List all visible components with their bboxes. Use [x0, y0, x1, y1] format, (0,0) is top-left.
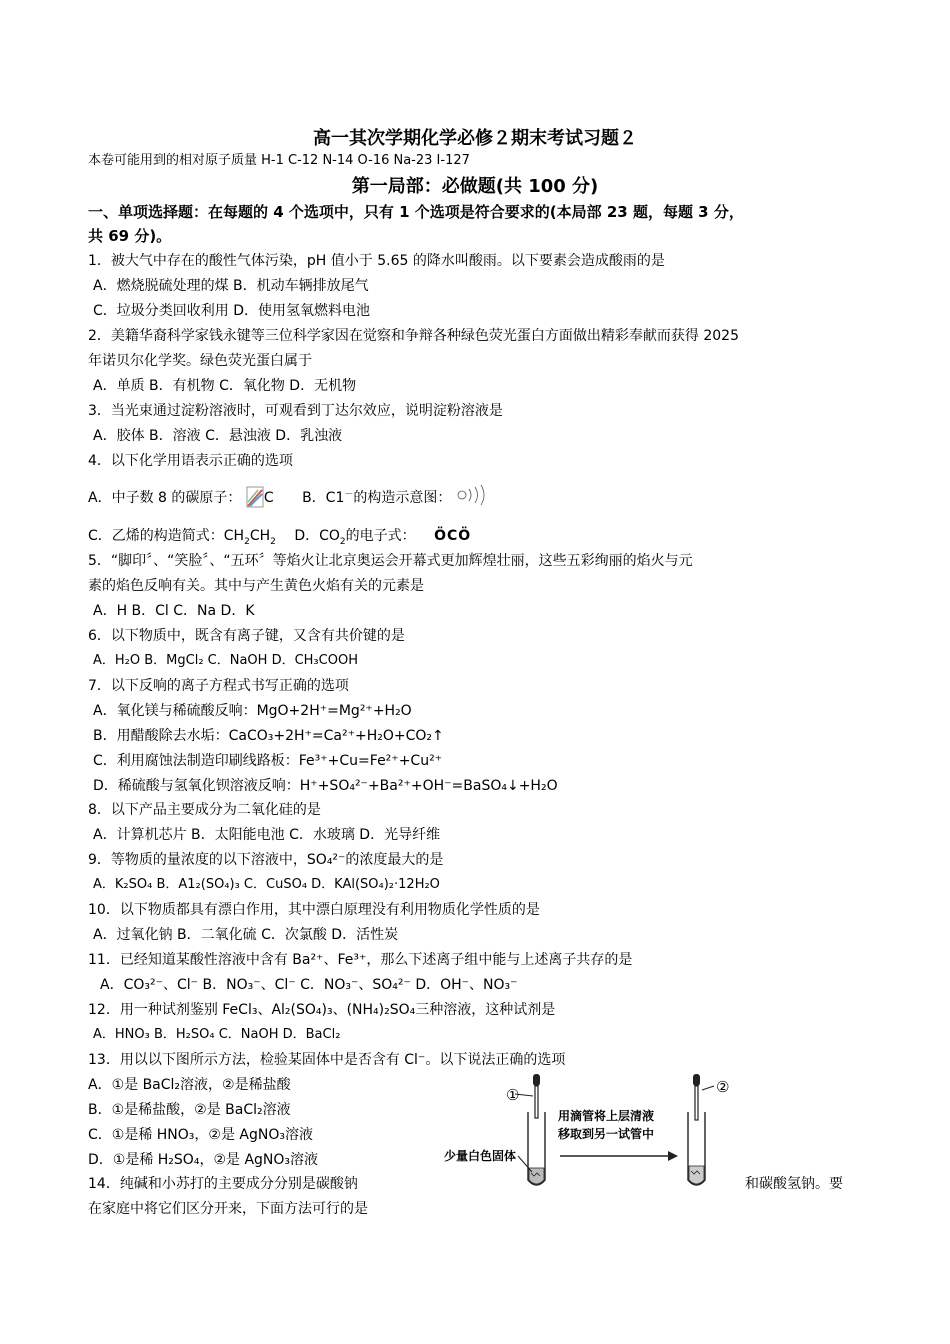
q6-options: A．H₂O B．MgCl₂ C．NaOH D．CH₃COOH [93, 653, 358, 668]
nuclide-symbol-image [246, 486, 264, 508]
q1-stem: 1．被大气中存在的酸性气体污染，pH 值小于 5.65 的降水叫酸雨。以下要素会造成酸雨的是 [88, 253, 665, 269]
q13-option-b: B．①是稀盐酸，②是 BaCl₂溶液 [88, 1102, 291, 1118]
q3-options: A．胶体 B．溶液 C．悬浊液 D．乳浊液 [93, 428, 343, 444]
q13-stem: 13．用以以下图所示方法，检验某固体中是否含有 Cl⁻。以下说法正确的选项 [88, 1052, 566, 1068]
q4-option-a-text: A．中子数 8 的碳原子： [88, 490, 242, 506]
fig-label-1: ① [506, 1086, 520, 1104]
q10-options: A．过氧化钠 B．二氧化硫 C．次氯酸 D．活性炭 [93, 927, 399, 943]
q14-stem-line1-tail: 和碳酸氢钠。要 [745, 1176, 843, 1192]
q14-stem-line2: 在家庭中将它们区分开来，下面方法可行的是 [88, 1201, 368, 1217]
left-test-tube [528, 1074, 545, 1185]
part-title: 第一局部：必做题(共 100 分) [351, 176, 599, 197]
q13-option-c: C．①是稀 HNO₃，②是 AgNO₃溶液 [88, 1127, 313, 1143]
q7-option-a: A．氧化镁与稀硫酸反响：MgO+2H⁺=Mg²⁺+H₂O [93, 703, 412, 719]
q4-option-c-mid: CH [249, 528, 271, 544]
q5-stem-line2: 素的焰色反响有关。其中与产生黄色火焰有关的元素是 [88, 578, 424, 594]
section-heading-line2: 共 69 分)。 [88, 227, 172, 245]
q4-option-c-sub1: 2 [244, 536, 250, 547]
q2-stem-line1: 2．美籍华裔科学家钱永键等三位科学家因在觉察和争辩各种绿色荧光蛋白方面做出精彩奉献而获得 2025 [88, 328, 739, 344]
q5-options: A．H B．Cl C．Na D．K [93, 603, 255, 619]
q4-option-b-tail: 的构造示意图： [353, 490, 452, 506]
q2-stem-line2: 年诺贝尔化学奖。绿色荧光蛋白属于 [88, 353, 312, 369]
q8-options: A．计算机芯片 B．太阳能电池 C．水玻璃 D．光导纤维 [93, 827, 441, 843]
q4-option-d-tail: 的电子式： [345, 528, 416, 544]
q14-stem-line1: 14．纯碱和小苏打的主要成分分别是碳酸钠 [88, 1176, 358, 1192]
q9-stem: 9．等物质的量浓度的以下溶液中，SO₄²⁻的浓度最大的是 [88, 852, 444, 868]
test-tube-figure [440, 1072, 740, 1194]
q4-option-c-text: C．乙烯的构造简式：CH [88, 528, 245, 544]
q1-options-cd: C．垃圾分类回收利用 D．使用氢氧燃料电池 [93, 303, 371, 319]
q7-stem: 7．以下反响的离子方程式书写正确的选项 [88, 678, 349, 694]
q7-option-b: B．用醋酸除去水垢：CaCO₃+2H⁺=Ca²⁺+H₂O+CO₂↑ [93, 728, 444, 744]
q10-stem: 10．以下物质都具有漂白作用，其中漂白原理没有利用物质化学性质的是 [88, 902, 540, 918]
q4-option-a [88, 484, 490, 508]
q4-option-c-sub2: 2 [270, 536, 276, 547]
q13-option-d: D．①是稀 H₂SO₄，②是 AgNO₃溶液 [88, 1152, 319, 1168]
q4-option-b-sup: － [344, 489, 354, 500]
chloride-ion-structure-diagram [456, 484, 490, 506]
q5-stem-line1: 5．“脚印〞、“笑脸〞、“五环〞等焰火让北京奥运会开幕式更加辉煌壮丽，这些五彩绚丽的焰火与元 [88, 553, 693, 569]
q13-option-a: A．①是 BaCl₂溶液，②是稀盐酸 [88, 1077, 291, 1093]
fig-solid-label: 少量白色固体 [444, 1149, 517, 1163]
q6-stem: 6．以下物质中，既含有离子键，又含有共价键的是 [88, 628, 405, 644]
q4-stem: 4．以下化学用语表示正确的选项 [88, 453, 293, 469]
co2-electron-formula: ӦCӦ [434, 528, 472, 544]
q4-option-d-text: D．CO [294, 528, 340, 544]
q12-options: A．HNO₃ B．H₂SO₄ C．NaOH D．BaCl₂ [93, 1027, 341, 1042]
fig-arrow-text-1: 用滴管将上层清液 [558, 1109, 655, 1123]
right-test-tube [688, 1074, 705, 1185]
document-title: 高一其次学期化学必修２期末考试习题２ [313, 128, 637, 149]
q2-options: A．单质 B．有机物 C．氧化物 D．无机物 [93, 378, 357, 394]
q12-stem: 12．用一种试剂鉴别 FeCl₃、Al₂(SO₄)₃、(NH₄)₂SO₄三种溶液，这种试剂是 [88, 1002, 556, 1018]
section-heading-line1: 一、单项选择题：在每题的 4 个选项中，只有 1 个选项是符合要求的(本局部 23 题，每题 3 分， [88, 203, 744, 221]
q4-option-d-sub: 2 [339, 536, 346, 547]
fig-label-2: ② [716, 1078, 730, 1096]
q11-stem: 11．已经知道某酸性溶液中含有 Ba²⁺、Fe³⁺，那么下述离子组中能与上述离子共存的是 [88, 952, 633, 968]
q7-option-c: C．利用腐蚀法制造印刷线路板：Fe³⁺+Cu=Fe²⁺+Cu²⁺ [93, 753, 443, 769]
q11-options: A．CO₃²⁻、Cl⁻ B．NO₃⁻、Cl⁻ C．NO₃⁻、SO₄²⁻ D．OH⁻、NO₃⁻ [100, 977, 518, 993]
q4-option-b-text: B．C1 [302, 490, 345, 506]
fig-arrow-text-2: 移取到另一试管中 [558, 1127, 655, 1141]
q4-option-cd [88, 527, 471, 545]
q1-options-ab: A．燃烧脱硫处理的煤 B．机动车辆排放尾气 [93, 278, 369, 294]
q9-options: A．K₂SO₄ B．A1₂(SO₄)₃ C．CuSO₄ D．KAl(SO₄)₂·12H₂O [93, 877, 440, 892]
q7-option-d: D．稀硫酸与氢氧化钡溶液反响：H⁺+SO₄²⁻+Ba²⁺+OH⁻=BaSO₄↓+H₂O [93, 778, 558, 794]
atomic-mass-note: 本卷可能用到的相对原子质量 H-1 C-12 N-14 O-16 Na-23 I-127 [88, 153, 470, 168]
q3-stem: 3．当光束通过淀粉溶液时，可观看到丁达尔效应，说明淀粉溶液是 [88, 403, 503, 419]
q8-stem: 8．以下产品主要成分为二氧化硅的是 [88, 802, 321, 818]
q4-option-a-tail: C [263, 490, 274, 506]
